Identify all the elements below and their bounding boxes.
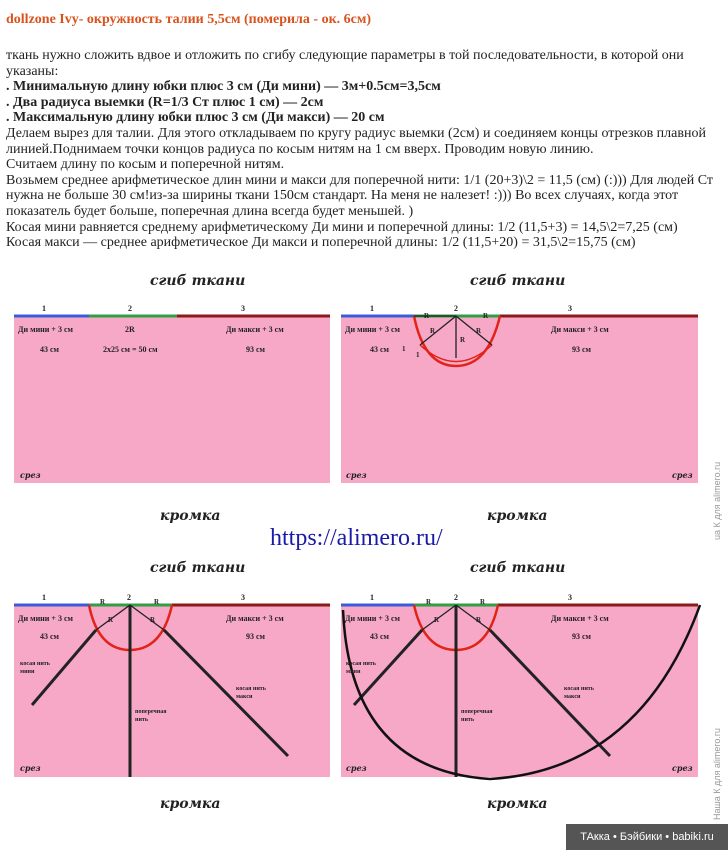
- num-label: 1: [42, 304, 46, 313]
- one-label: 1: [416, 351, 420, 359]
- num-label: 2: [127, 593, 131, 602]
- r-label: R: [476, 616, 482, 624]
- mini-value: 43 см: [370, 345, 389, 354]
- cut-label: срез: [20, 763, 41, 773]
- cut-label: срез: [20, 470, 41, 480]
- cut-label: срез: [672, 763, 693, 773]
- num-label: 2: [454, 304, 458, 313]
- selvage-label: кромка: [160, 796, 221, 812]
- r-label: R: [108, 616, 114, 624]
- paragraph: ткань нужно сложить вдвое и отложить по сгибу следующие параметры в той последовательности, в которой они указаны:: [6, 48, 684, 79]
- cross-label: нить: [135, 717, 149, 723]
- footer-banner: ТАкка • Бэйбики • babiki.ru: [566, 824, 728, 850]
- bias-mini-label: мини: [346, 669, 361, 675]
- maxi-label: Ди макси + 3 см: [551, 325, 609, 334]
- fold-label: сгиб ткани: [150, 560, 246, 576]
- selvage-label: кромка: [487, 508, 548, 524]
- cut-label: срез: [346, 763, 367, 773]
- panel-3: [14, 560, 330, 812]
- r-label: R: [476, 327, 482, 335]
- num-label: 1: [42, 593, 46, 602]
- num-label: 1: [370, 304, 374, 313]
- fold-label: сгиб ткани: [150, 273, 246, 289]
- paragraph: . Минимальную длину юбки плюс 3 см (Ди мини) — 3м+0.5см=3,5см: [6, 79, 441, 95]
- paragraph: Косая макси — среднее арифметическое Ди макси и поперечной длины: 1/2 (11,5+20) = 31,5\2=15,75 (см): [6, 235, 636, 251]
- maxi-value: 93 см: [246, 632, 265, 641]
- two-r-value: 2x25 см = 50 см: [103, 345, 158, 354]
- post-title: dollzone Ivy- окружность талии 5,5см (померила - ок. 6см): [6, 12, 372, 27]
- r-label: R: [150, 616, 156, 624]
- r-label: R: [480, 598, 486, 606]
- paragraph: Возьмем среднее арифметическое длин мини и макси для поперечной нити: 1/1 (20+3)\2 = 11,5 (см) (:))) Для людей Ст нужна не больше 30 см!из-за ширины ткани 150см стандарт. На меня не налезет! :))) Во всех случаях, когда этот показатель будет больше, поперечная длина всегда будет меньшей. ): [6, 172, 714, 219]
- maxi-value: 93 см: [572, 632, 591, 641]
- maxi-label: Ди макси + 3 см: [226, 614, 284, 623]
- fabric-rect: [14, 316, 330, 483]
- bias-maxi-label: макси: [236, 694, 253, 700]
- mini-label: Ди мини + 3 см: [345, 325, 400, 334]
- panel-4: [341, 560, 700, 812]
- mini-label: Ди мини + 3 см: [18, 325, 73, 334]
- two-r-label: 2R: [125, 325, 135, 334]
- num-label: 3: [568, 304, 572, 313]
- bias-maxi-label: косая нить: [236, 686, 266, 692]
- bias-mini-label: мини: [20, 669, 35, 675]
- maxi-value: 93 см: [572, 345, 591, 354]
- one-label: 1: [402, 345, 406, 353]
- paragraph: . Два радиуса выемки (R=1/3 Ст плюс 1 см) — 2см: [6, 94, 324, 110]
- cross-label: поперечная: [461, 709, 493, 715]
- fold-label: сгиб ткани: [470, 273, 566, 289]
- maxi-label: Ди макси + 3 см: [551, 614, 609, 623]
- bias-maxi-label: косая нить: [564, 686, 594, 692]
- selvage-label: кромка: [160, 508, 221, 524]
- fabric-rect: [341, 605, 698, 777]
- paragraph: . Максимальную длину юбки плюс 3 см (Ди макси) — 20 см: [6, 110, 385, 126]
- r-label: R: [424, 312, 430, 320]
- watermark: ua К для alimero.ru: [712, 461, 722, 540]
- selvage-label: кромка: [487, 796, 548, 812]
- r-label: R: [460, 336, 466, 344]
- maxi-label: Ди макси + 3 см: [226, 325, 284, 334]
- num-label: 3: [568, 593, 572, 602]
- r-label: R: [430, 327, 436, 335]
- mini-label: Ди мини + 3 см: [18, 614, 73, 623]
- bias-mini-label: косая нить: [346, 661, 376, 667]
- source-link[interactable]: https://alimero.ru/: [270, 525, 443, 551]
- paragraph: Косая мини равняется среднему арифметическому Ди мини и поперечной длины: 1/2 (11,5+3) = 14,5\2=7,25 (см): [6, 219, 678, 235]
- panel-1: [14, 273, 330, 524]
- maxi-value: 93 см: [246, 345, 265, 354]
- num-label: 1: [370, 593, 374, 602]
- cut-label: срез: [672, 470, 693, 480]
- r-label: R: [426, 598, 432, 606]
- fold-label: сгиб ткани: [470, 560, 566, 576]
- paragraph: Делаем вырез для талии. Для этого откладываем по кругу радиус выемки (2см) и соединяем концы отрезков плавной линией.Поднимаем точки концов радиуса по косым нитям на 1 см вверх. Проводим новую линию.: [6, 125, 706, 157]
- num-label: 2: [128, 304, 132, 313]
- num-label: 3: [241, 304, 245, 313]
- panel-2: [341, 273, 698, 524]
- r-label: R: [434, 616, 440, 624]
- cut-label: срез: [346, 470, 367, 480]
- bias-mini-label: косая нить: [20, 661, 50, 667]
- r-label: R: [154, 598, 160, 606]
- paragraph: Считаем длину по косым и поперечной нитям.: [6, 157, 285, 173]
- mini-value: 43 см: [370, 632, 389, 641]
- num-label: 2: [454, 593, 458, 602]
- r-label: R: [100, 598, 106, 606]
- mini-label: Ди мини + 3 см: [345, 614, 400, 623]
- bias-maxi-label: макси: [564, 694, 581, 700]
- num-label: 3: [241, 593, 245, 602]
- r-label: R: [483, 312, 489, 320]
- cross-label: поперечная: [135, 709, 167, 715]
- cross-label: нить: [461, 717, 475, 723]
- watermark: Наша К для alimero.ru: [712, 728, 722, 820]
- mini-value: 43 см: [40, 345, 59, 354]
- fabric-rect: [341, 316, 698, 483]
- mini-value: 43 см: [40, 632, 59, 641]
